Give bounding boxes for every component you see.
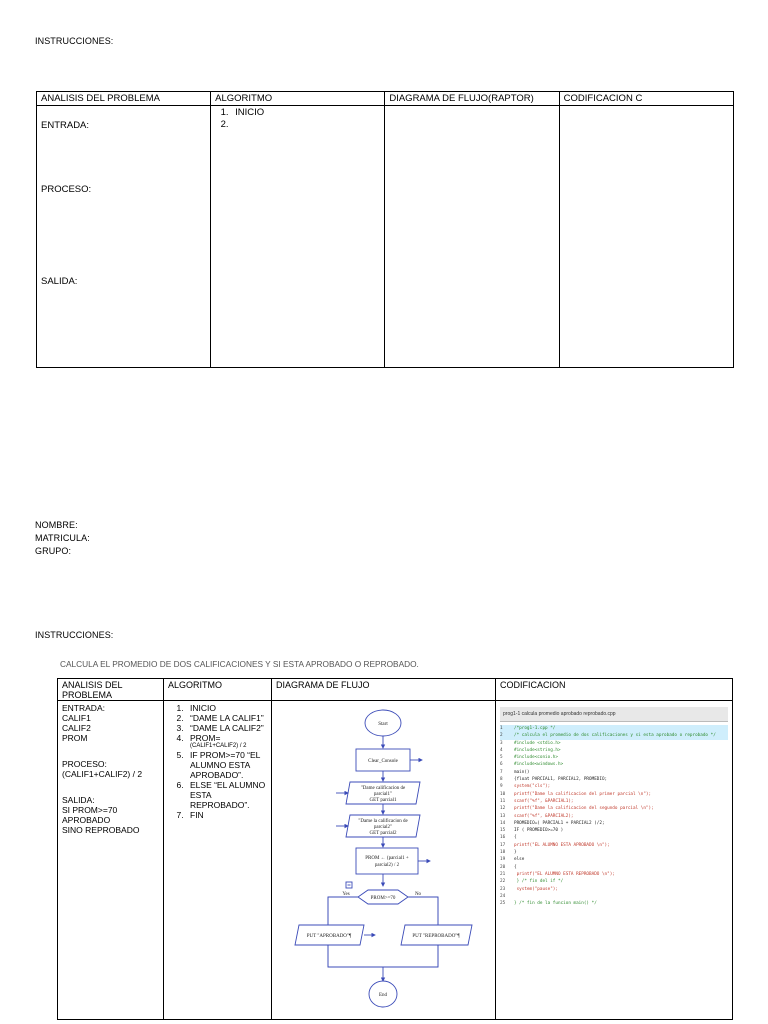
algorithm-step: 6. ELSE “EL ALUMNO ESTA REPROBADO”. xyxy=(186,780,269,810)
header-algoritmo: ALGORITMO xyxy=(211,92,385,106)
code-text: /*prog1-1.cpp */ xyxy=(514,726,556,731)
salida-label: SALIDA: xyxy=(41,276,78,287)
line-number: 5 xyxy=(500,755,503,761)
line-number: 21 xyxy=(500,871,506,877)
code-text: printf("EL ALUMNO ESTA APROBADO \n"); xyxy=(514,842,610,848)
line-number: 23 xyxy=(500,886,506,892)
header-analisis: ANALISIS DEL PROBLEMA xyxy=(58,679,164,701)
line-number: 18 xyxy=(500,850,506,856)
example-table xyxy=(57,678,733,1020)
line-number: 2 xyxy=(500,733,503,739)
entrada-var: CALIF1 xyxy=(62,713,91,723)
calc-box xyxy=(356,848,418,874)
code-text: IF ( PROMEDIO>=70 ) xyxy=(514,828,564,834)
input2-line2: parcial2" xyxy=(373,825,393,830)
algorithm-step: 1. INICIO xyxy=(231,107,384,119)
line-number: 19 xyxy=(500,857,506,863)
clear-console-label: Clear_Console xyxy=(368,759,398,764)
top-template-table xyxy=(36,91,734,368)
bottom-instructions-label: INSTRUCCIONES: xyxy=(35,630,114,640)
line-number: 11 xyxy=(500,798,506,804)
code-line xyxy=(500,761,728,768)
algorithm-step xyxy=(231,119,384,131)
code-text: system("cls"); xyxy=(514,784,551,790)
code-text: printf("Dame la calificacion del segundo parcial \n"); xyxy=(514,806,654,812)
input1-line1: "Dame calificacion de xyxy=(360,786,406,791)
code-editor xyxy=(500,725,728,907)
header-codificacion: CODIFICACION C xyxy=(559,92,733,106)
code-line xyxy=(500,886,728,893)
code-text: #include<windows.h> xyxy=(514,762,564,768)
line-number: 12 xyxy=(500,806,506,812)
code-line xyxy=(500,827,728,834)
end-label: End xyxy=(378,993,388,998)
salida-label: SALIDA: xyxy=(62,795,95,805)
header-algoritmo: ALGORITMO xyxy=(164,679,272,701)
code-text: PROMEDIO=( PARCIAL1 + PARCIAL2 )/2; xyxy=(514,820,605,826)
line-number: 13 xyxy=(500,813,506,819)
proceso-formula: (CALIF1+CALIF2) / 2 xyxy=(62,769,143,779)
code-cell xyxy=(496,701,733,1020)
line-number: 4 xyxy=(500,747,503,753)
entrada-var: CALIF2 xyxy=(62,723,91,733)
line-number: 6 xyxy=(500,762,503,768)
code-text: scanf("%f", &PARCIAL1); xyxy=(514,798,574,804)
bottom-instructions-text: CALCULA EL PROMEDIO DE DOS CALIFICACIONES Y SI ESTA APROBADO O REPROBADO. xyxy=(60,659,419,669)
no-label: No xyxy=(414,892,422,897)
code-text: } /* fin de la funcion main() */ xyxy=(514,901,597,907)
code-line xyxy=(500,798,728,805)
entrada-var: PROM xyxy=(62,733,88,743)
algorithm-step: 3. “DAME LA CALIF2” xyxy=(186,723,269,733)
yes-label: Yes xyxy=(342,892,350,897)
line-number: 17 xyxy=(500,842,506,848)
code-cell xyxy=(559,106,733,368)
algorithm-step: 1. INICIO xyxy=(186,703,269,713)
line-number: 3 xyxy=(500,740,503,746)
salida-line: SI PROM>=70 xyxy=(62,805,118,815)
algorithm-step: 2. “DAME LA CALIF1” xyxy=(186,713,269,723)
flowchart xyxy=(272,701,488,1019)
code-line xyxy=(500,893,728,900)
code-line xyxy=(500,820,728,827)
input1-line2: parcial1" xyxy=(373,792,393,797)
code-text: { xyxy=(514,864,517,870)
algorithm-step: 7. FIN xyxy=(186,810,269,820)
code-text: /* calcula el promedio de dos calificaciones y si esta aprobado o reprobado */ xyxy=(514,733,716,739)
flowchart-cell xyxy=(272,701,496,1020)
code-text: #include<conio.h> xyxy=(514,755,558,761)
code-text: } xyxy=(514,850,517,856)
analysis-cell xyxy=(37,106,211,368)
salida-line: SINO REPROBADO xyxy=(62,825,140,835)
code-line xyxy=(500,849,728,856)
salida-line: APROBADO xyxy=(62,815,111,825)
header-diagrama: DIAGRAMA DE FLUJO(RAPTOR) xyxy=(385,92,559,106)
code-line xyxy=(500,856,728,863)
code-line xyxy=(500,747,728,754)
code-line xyxy=(500,864,728,871)
code-line xyxy=(500,842,728,849)
line-number: 10 xyxy=(500,791,506,797)
analysis-cell xyxy=(58,701,164,1020)
line-number: 25 xyxy=(500,901,506,907)
header-diagrama: DIAGRAMA DE FLUJO xyxy=(272,679,496,701)
code-text: { xyxy=(514,835,517,841)
decision-label: PROM>=70 xyxy=(370,896,396,901)
code-text: printf("EL ALUMNO ESTA REPROBADO \n"); xyxy=(514,871,615,877)
out-no-label: PUT "REPROBADO"¶ xyxy=(412,934,460,939)
code-line xyxy=(500,783,728,790)
code-text: main() xyxy=(514,769,530,775)
algorithm-cell xyxy=(164,701,272,1020)
input2-line3: GET parcial2 xyxy=(369,831,397,836)
step4-text: PROM= xyxy=(190,733,221,743)
line-number: 1 xyxy=(500,726,503,731)
code-tab: prog1-1 calcula promedio aprobado reprobado.cpp xyxy=(500,707,728,722)
header-analisis: ANALISIS DEL PROBLEMA xyxy=(37,92,211,106)
line-number: 24 xyxy=(500,893,506,899)
code-line xyxy=(500,900,728,907)
line-number: 15 xyxy=(500,828,506,834)
code-line xyxy=(500,871,728,878)
step4-formula: (CALIF1+CALIF2) / 2 xyxy=(190,743,247,749)
line-number: 20 xyxy=(500,864,506,870)
out-yes-label: PUT "APROBADO"¶ xyxy=(306,934,352,939)
line-number: 22 xyxy=(500,879,506,885)
code-text: scanf("%f", &PARCIAL2); xyxy=(514,813,574,819)
calc-line1: PROM ← (parcial1 + xyxy=(365,856,409,861)
algorithm-step: 5. IF PROM>=70 “EL ALUMNO ESTA APROBADO”. xyxy=(186,750,269,780)
input2-line1: "Dame la calificacion de xyxy=(358,819,408,824)
code-line xyxy=(500,813,728,820)
algorithm-step xyxy=(186,733,269,750)
code-text: #include<string.h> xyxy=(514,747,561,753)
calc-line2: parcial2) / 2 xyxy=(374,863,400,868)
entrada-label: ENTRADA: xyxy=(62,703,105,713)
line-number: 7 xyxy=(500,769,503,775)
code-line xyxy=(500,834,728,841)
line-number: 9 xyxy=(500,784,503,790)
code-line xyxy=(500,769,728,776)
code-line xyxy=(500,776,728,783)
code-text: else xyxy=(514,857,525,863)
code-line xyxy=(500,805,728,812)
matricula-label: MATRICULA: xyxy=(35,533,90,543)
code-line xyxy=(500,791,728,798)
top-instructions-label: INSTRUCCIONES: xyxy=(35,36,114,46)
entrada-label: ENTRADA: xyxy=(41,120,90,131)
input1-line3: GET parcial1 xyxy=(369,798,397,803)
code-text: {float PARCIAL1, PARCIAL2, PROMEDIO; xyxy=(514,777,608,783)
code-line xyxy=(500,725,728,732)
line-number: 8 xyxy=(500,777,503,783)
proceso-label: PROCESO: xyxy=(62,759,107,769)
line-number: 14 xyxy=(500,820,506,826)
code-line xyxy=(500,732,728,739)
proceso-label: PROCESO: xyxy=(41,184,92,195)
algorithm-cell xyxy=(211,106,385,368)
nombre-label: NOMBRE: xyxy=(35,520,78,530)
code-text: system("pause"); xyxy=(514,886,558,892)
code-text: } /* fin del if */ xyxy=(514,879,564,885)
grupo-label: GRUPO: xyxy=(35,546,72,556)
start-label: Start xyxy=(378,722,388,727)
code-text: #include <stdio.h> xyxy=(514,740,561,746)
line-number: 16 xyxy=(500,835,506,841)
code-text: printf("Dame la calificacion del primer parcial \n"); xyxy=(514,791,652,797)
diagram-cell xyxy=(385,106,559,368)
code-line xyxy=(500,878,728,885)
code-line xyxy=(500,754,728,761)
header-codificacion: CODIFICACION xyxy=(496,679,733,701)
code-line xyxy=(500,740,728,747)
